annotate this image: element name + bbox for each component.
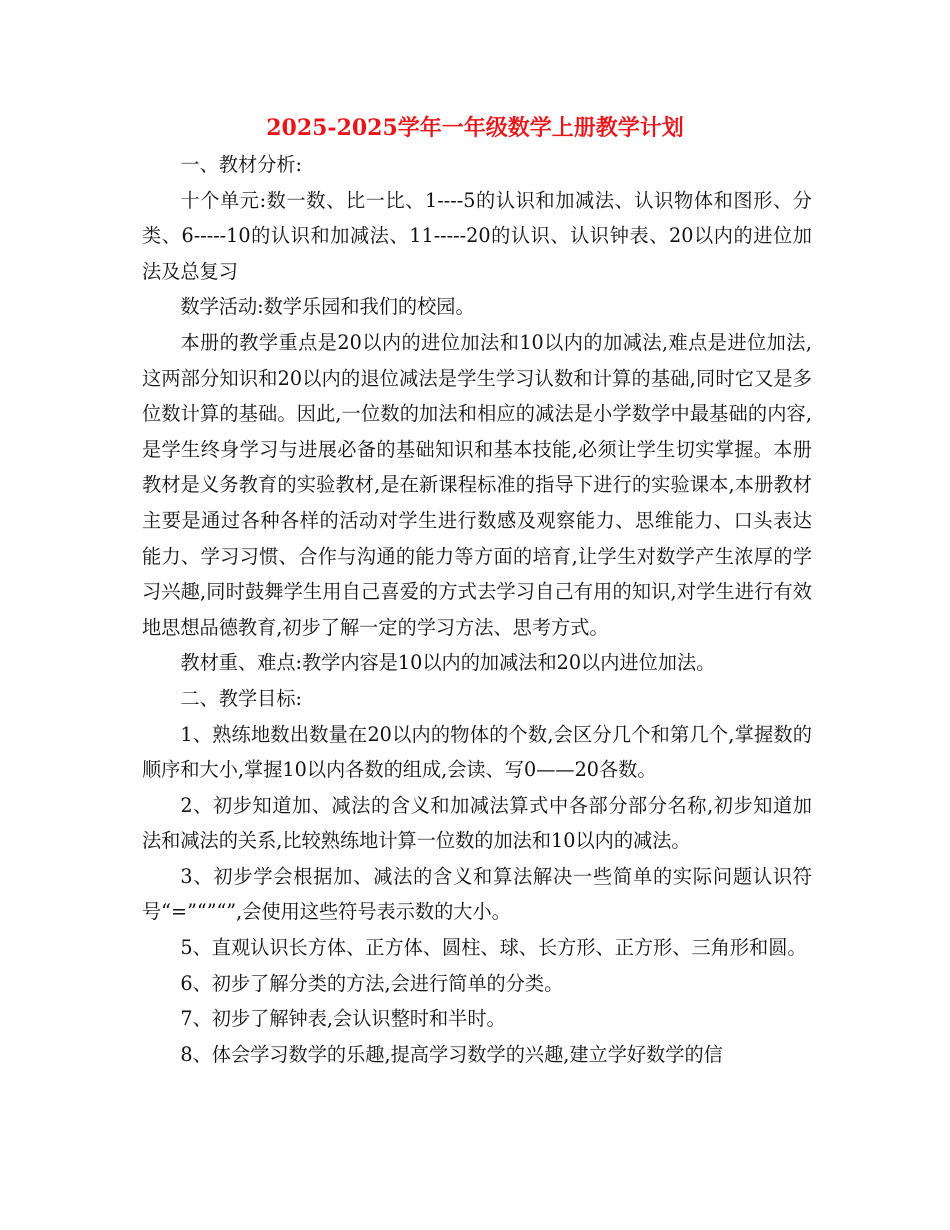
paragraph-difficulties: 教材重、难点:教学内容是10以内的加减法和20以内进位加法。 xyxy=(180,651,716,675)
goal-item-6: 6、初步了解分类的方法,会进行简单的分类。 xyxy=(180,971,564,995)
goal-item-2: 2、初步知道加、减法的含义和加减法算式中各部分部分名称,初步知道加法和减法的关系,比较熟练地计算一位数的加法和10以内的减法。 xyxy=(142,793,812,853)
document-title: 2025-2025学年一年级数学上册教学计划 xyxy=(266,115,684,141)
goal-item-1: 1、熟练地数出数量在20以内的物体的个数,会区分几个和第几个,掌握数的顺序和大小,掌握10以内各数的组成,会读、写0——20各数。 xyxy=(142,722,812,782)
paragraph-units: 十个单元:数一数、比一比、1----5的认识和加减法、认识物体和图形、分类、6-----10的认识和加减法、11-----20的认识、认识钟表、20以内的进位加法及总复习 xyxy=(142,188,812,283)
heading-textbook-analysis: 一、教材分析: xyxy=(180,153,302,176)
document-body xyxy=(142,147,812,1072)
heading-teaching-goals: 二、教学目标: xyxy=(180,686,302,710)
paragraph-key-points: 本册的教学重点是20以内的进位加法和10以内的加减法,难点是进位加法,这两部分知识和20以内的退位减法是学生学习认数和计算的基础,同时它又是多位数计算的基础。因此,一位数的加法和相应的减法是小学数学中最基础的内容,是学生终身学习与进展必备的基础知识和基本技能,必须让学生切实掌握。本册教材是义务教育的实验教材,是在新课程标准的指导下进行的实验课本,本册教材主要是通过各种各样的活动对学生进行数感及观察能力、思维能力、口头表达能力、学习习惯、合作与沟通的能力等方面的培育,让学生对数学产生浓厚的学习兴趣,同时鼓舞学生用自己喜爱的方式去学习自己有用的知识,对学生进行有效地思想品德教育,初步了解一定的学习方法、思考方式。 xyxy=(142,330,812,639)
goal-item-7: 7、初步了解钟表,会认识整时和半时。 xyxy=(180,1007,506,1031)
goal-item-3: 3、初步学会根据加、减法的含义和算法解决一些简单的实际问题认识符号“=”“”“”,会使用这些符号表示数的大小。 xyxy=(142,864,812,924)
goal-item-8: 8、体会学习数学的乐趣,提高学习数学的兴趣,建立学好数学的信 xyxy=(180,1042,723,1066)
paragraph-activities: 数学活动:数学乐园和我们的校园。 xyxy=(180,295,475,319)
goal-item-5: 5、直观认识长方体、正方体、圆柱、球、长方形、正方形、三角形和圆。 xyxy=(180,936,807,960)
